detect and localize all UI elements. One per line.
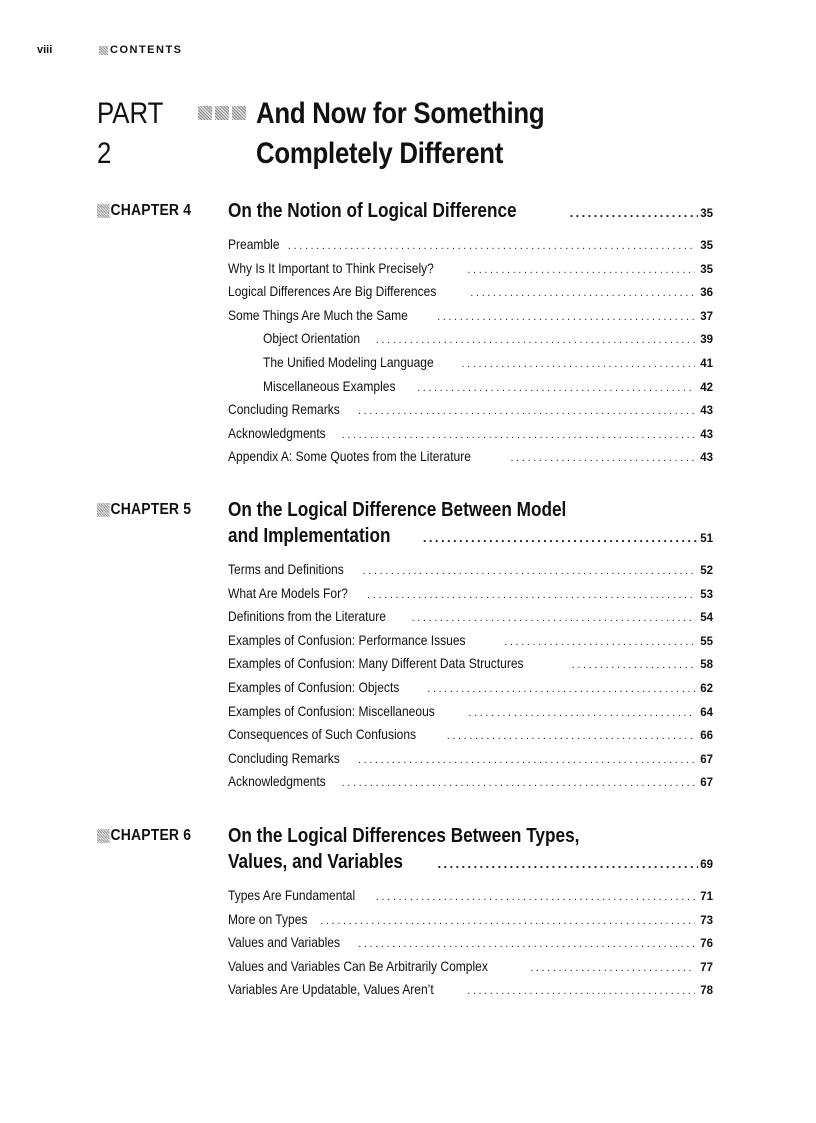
- part-heading: [97, 94, 646, 174]
- toc-entry[interactable]: Consequences of Such Confusions ..... 66: [228, 726, 713, 750]
- toc-entry[interactable]: Some Things Are Much the Same ..... 37: [228, 307, 713, 331]
- toc-entry[interactable]: Examples of Confusion: Miscellaneous ..... 64: [228, 703, 713, 727]
- toc-entry[interactable]: Variables Are Updatable, Values Aren’t ..... 78: [228, 981, 713, 1005]
- chapter-label: CHAPTER 4: [97, 198, 191, 224]
- shaded-square-icon: [97, 204, 110, 218]
- chapter-page: 35: [700, 208, 713, 220]
- running-head-section: CONTENTS: [110, 44, 183, 56]
- shaded-square-icon: [97, 829, 110, 843]
- toc-entry[interactable]: Definitions from the Literature ..... 54: [228, 608, 713, 632]
- toc-entry[interactable]: Examples of Confusion: Objects ..... 62: [228, 679, 713, 703]
- toc-entry[interactable]: What Are Models For? ..... 53: [228, 585, 713, 609]
- part-title-line: Completely Different: [256, 137, 504, 170]
- toc-entry[interactable]: Appendix A: Some Quotes from the Literature ..... 43: [228, 448, 713, 472]
- toc-entry[interactable]: Acknowledgments ..... 67: [228, 773, 713, 797]
- chapter-entries: [228, 561, 713, 797]
- part-title: [256, 94, 591, 174]
- toc-entry[interactable]: More on Types ..... 73: [228, 911, 713, 935]
- toc-entry[interactable]: Examples of Confusion: Many Different Data Structures ..... 58: [228, 655, 713, 679]
- shaded-square-icon: [99, 46, 108, 55]
- toc-entry[interactable]: Examples of Confusion: Performance Issues ..... 55: [228, 632, 713, 656]
- toc-entry[interactable]: Values and Variables ..... 76: [228, 934, 713, 958]
- toc-entry[interactable]: Types Are Fundamental ..... 71: [228, 887, 713, 911]
- chapter-label: CHAPTER 6: [97, 823, 191, 849]
- toc-subentry[interactable]: The Unified Modeling Language ..... 41: [228, 354, 713, 378]
- toc-subentry[interactable]: Miscellaneous Examples ..... 42: [228, 378, 713, 402]
- shaded-square-icon: [215, 106, 229, 120]
- chapter-title[interactable]: On the Logical Differences Between Types, Values, and Variables ..... 69: [228, 823, 713, 878]
- toc-entry[interactable]: Terms and Definitions ..... 52: [228, 561, 713, 585]
- shaded-square-icon: [198, 106, 212, 120]
- chapter-page: 69: [700, 859, 713, 871]
- running-head: [37, 42, 183, 58]
- toc-entry[interactable]: Preamble ..... 35: [228, 236, 713, 260]
- toc-entry[interactable]: Values and Variables Can Be Arbitrarily Complex ..... 77: [228, 958, 713, 982]
- toc-entry[interactable]: Logical Differences Are Big Differences ..... 36: [228, 283, 713, 307]
- toc-entry[interactable]: Why Is It Important to Think Precisely? ..... 35: [228, 260, 713, 284]
- toc-entry[interactable]: Acknowledgments ..... 43: [228, 425, 713, 449]
- chapter-4: [97, 198, 713, 472]
- toc-entry[interactable]: Concluding Remarks ..... 67: [228, 750, 713, 774]
- toc-entry[interactable]: Concluding Remarks ..... 43: [228, 401, 713, 425]
- chapter-title[interactable]: On the Logical Difference Between Model and Implementation ..... 51: [228, 497, 713, 552]
- chapter-5: [97, 497, 713, 797]
- part-title-line: And Now for Something: [256, 97, 545, 130]
- shaded-square-icon: [97, 503, 110, 517]
- chapter-title[interactable]: On the Notion of Logical Difference ..... 35: [228, 198, 713, 227]
- chapter-entries: [228, 236, 713, 472]
- chapter-entries: [228, 887, 713, 1005]
- toc-subentry[interactable]: Object Orientation ..... 39: [228, 330, 713, 354]
- chapter-label: CHAPTER 5: [97, 497, 191, 523]
- part-label: PART 2: [97, 97, 163, 170]
- chapter-6: [97, 823, 713, 1005]
- part-ornament: [198, 106, 256, 120]
- chapter-page: 51: [700, 533, 713, 545]
- shaded-square-icon: [232, 106, 246, 120]
- page-number: viii: [37, 44, 53, 56]
